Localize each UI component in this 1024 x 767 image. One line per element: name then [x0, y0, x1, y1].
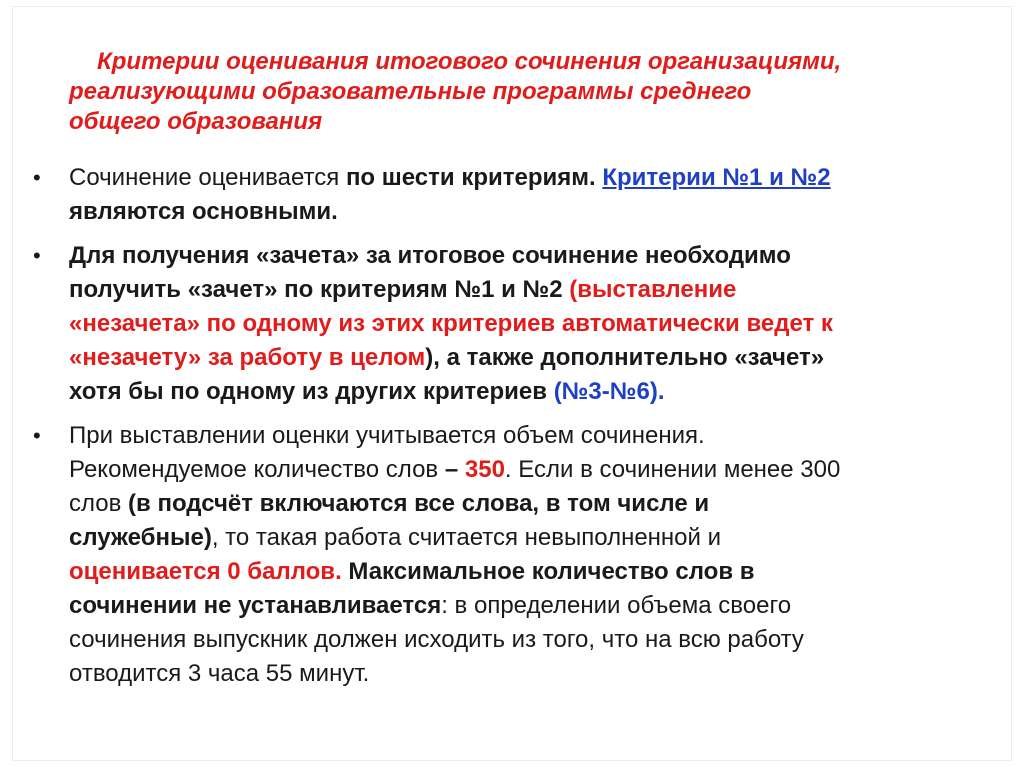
- text-segment-bold: по шести критериям.: [345, 164, 596, 191]
- bullet-3-line-3: [69, 487, 1013, 521]
- text-segment-red: оценивается 0 баллов.: [69, 558, 342, 585]
- bullet-1-line-1: [69, 161, 1013, 195]
- bullet-dot-icon: •: [33, 243, 41, 268]
- bullet-item-volume: [13, 419, 1013, 691]
- bullet-3-line-7: сочинения выпускник должен исходить из того, что на всю работу: [69, 626, 804, 653]
- bullet-2-line-1: Для получения «зачета» за итоговое сочинение необходимо: [69, 242, 791, 269]
- bullet-3-line-8: отводится 3 часа 55 минут.: [69, 660, 370, 687]
- text-space: [458, 456, 465, 483]
- bullet-3-line-2: [69, 453, 1013, 487]
- word-count-value: 350: [464, 456, 505, 483]
- criteria-link[interactable]: Критерии №1 и №2: [602, 164, 831, 191]
- bullet-item-pass: [13, 239, 1013, 409]
- bullet-dot-icon: •: [33, 423, 41, 448]
- title-line-1: Критерии оценивания итогового сочинения организациями,: [97, 48, 842, 75]
- text-segment: . Если в сочинении менее 300: [504, 456, 841, 483]
- bullet-2-line-5: [69, 375, 1013, 409]
- text-segment-bold: хотя бы по одному из других критериев: [69, 378, 554, 405]
- text-segment: Сочинение оценивается: [69, 164, 346, 191]
- text-segment-bold: Максимальное количество слов в: [341, 558, 755, 585]
- text-segment-bold: (в подсчёт включаются все слова, в том числе и: [128, 490, 710, 517]
- bullet-3-line-6: [69, 589, 1013, 623]
- text-segment-red: (выставление: [569, 276, 737, 303]
- text-segment: Рекомендуемое количество слов: [69, 456, 445, 483]
- bullet-2-line-4: [69, 341, 1013, 375]
- text-segment-red: «незачету» за работу в целом: [69, 344, 426, 371]
- bullet-2-line-3: «незачета» по одному из этих критериев автоматически ведет к: [69, 310, 833, 337]
- bullet-1-line-2: являются основными.: [69, 198, 338, 225]
- bullet-list: [13, 161, 1013, 701]
- text-segment-bold: –: [444, 456, 459, 483]
- slide: [12, 6, 1012, 761]
- bullet-dot-icon: •: [33, 165, 41, 190]
- text-segment: слов: [69, 490, 129, 517]
- text-segment-bold: ), а также дополнительно «зачет»: [425, 344, 825, 371]
- text-segment: : в определении объема своего: [441, 592, 792, 619]
- title-line-2: реализующими образовательные программы среднего: [69, 78, 752, 105]
- text-segment: , то такая работа считается невыполненной и: [211, 524, 722, 551]
- text-segment-blue: (№3-№6).: [553, 378, 665, 405]
- text-segment-bold: сочинении не устанавливается: [69, 592, 442, 619]
- bullet-2-line-2: [69, 273, 1013, 307]
- text-segment-bold: получить «зачет» по критериям №1 и №2: [69, 276, 570, 303]
- title-line-3: общего образования: [69, 108, 323, 135]
- bullet-item-criteria: [13, 161, 1013, 229]
- text-segment-bold: служебные): [69, 524, 212, 551]
- slide-title: [13, 47, 841, 137]
- bullet-3-line-4: [69, 521, 1013, 555]
- bullet-3-line-5: [69, 555, 1013, 589]
- bullet-3-line-1: При выставлении оценки учитывается объем сочинения.: [69, 422, 705, 449]
